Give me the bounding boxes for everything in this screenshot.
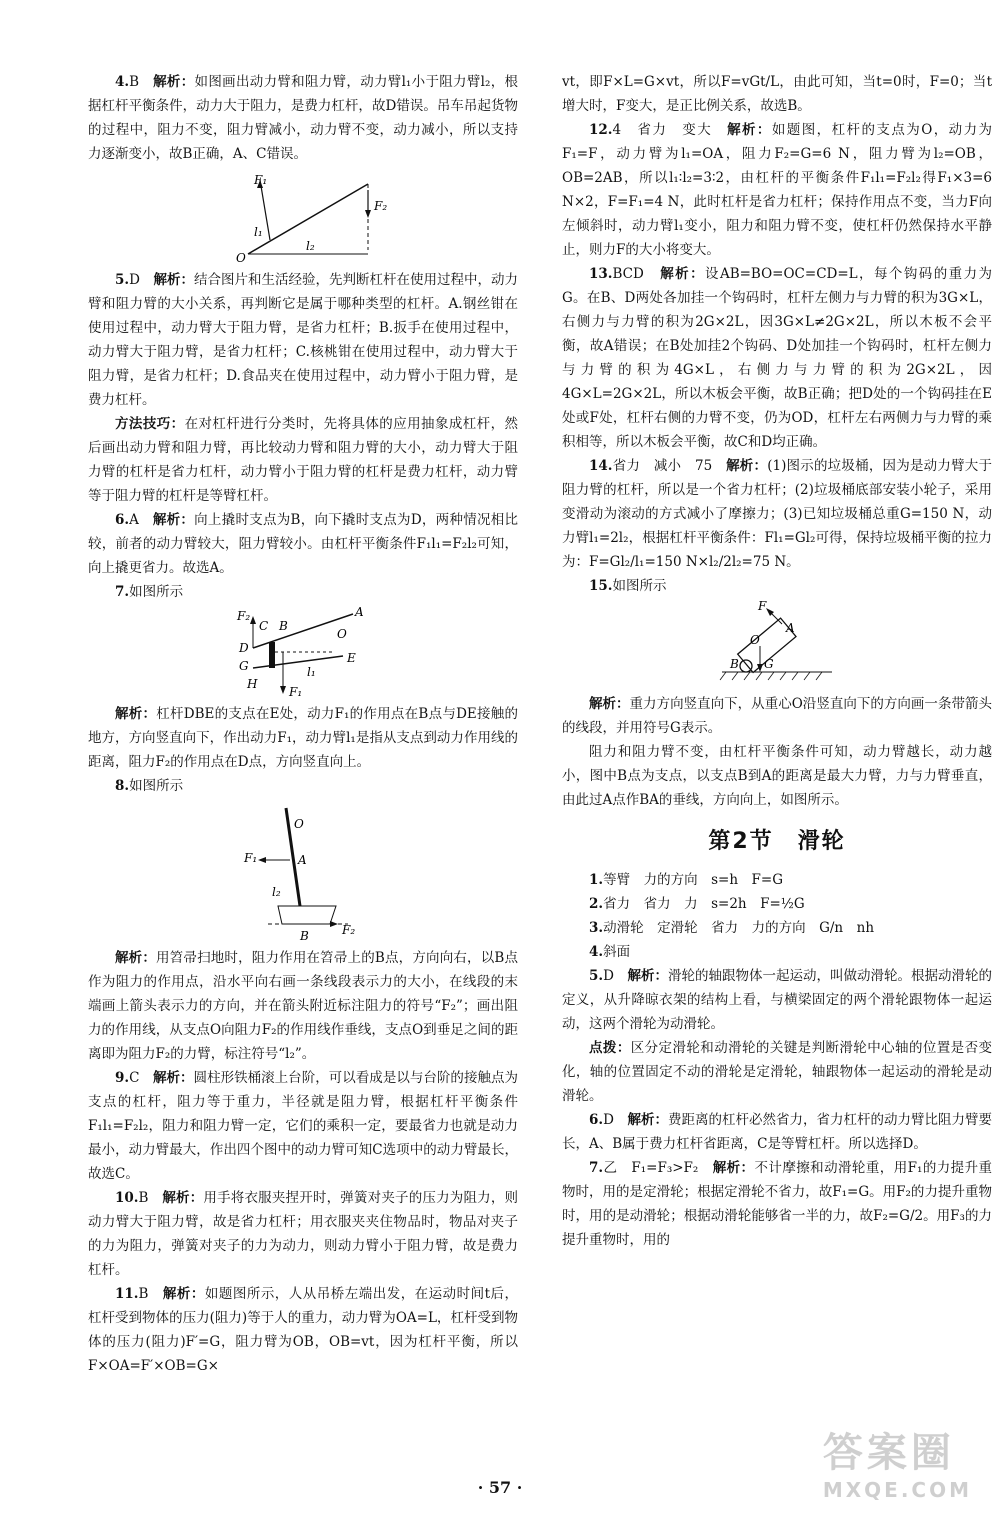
analysis-15: 解析：重力方向竖直向下，从重心O沿竖直向下的方向画一条带箭头的线段，并用符号G表示。	[562, 696, 992, 736]
section-answer-5: 5.D 解析：滑轮的轴跟物体一起运动，叫做动滑轮。根据动滑轮的定义，从升降晾衣架的结构上看，与横梁固定的两个滑轮跟物体一起运动，这两个滑轮为动滑轮。	[562, 968, 993, 1032]
fig7-A: A	[355, 605, 364, 619]
fig8-A: A	[298, 853, 307, 867]
fig4-label-l1: l₁	[254, 225, 263, 239]
fig7-E: E	[347, 651, 356, 665]
fig7-C: C	[259, 619, 269, 633]
watermark-text: 答案圈	[822, 1430, 955, 1476]
fig8-F2: F₂	[342, 923, 356, 937]
answer-13: 13.BCD 解析：设AB=BO=OC=CD=L，每个钩码的重力为G。在B、D两处各加挂一个钩码时，杠杆左侧力与力臂的积为3G×L，右侧力与力臂的积为2G×2L，因3G×L≠2G×2L，所以木板不会平衡，故A错误；在B处加挂2个钩码、D处加挂一个钩码时，杠杆左侧力与力臂的积为4G×L，右侧力与力臂的积为2G×2L，因4G×L=2G×2L，所以木板会平衡，故B正确；把D处的一个钩码挂在E处或F处，杠杆右侧的力臂不变，仍为OD，杠杆左右两侧力与力臂的乘积相等，所以木板会平衡，故C和D均正确。	[562, 266, 993, 450]
section-answer-3: 3.动滑轮 定滑轮 省力 力的方向 G/n nh	[589, 920, 875, 936]
section-tip: 点拨：区分定滑轮和动滑轮的关键是判断滑轮中心轴的位置是否变化，轴的位置固定不动的滑轮是定滑轮，轴跟物体一起运动的滑轮是动滑轮。	[562, 1040, 993, 1104]
fig7-F2: F₂	[237, 609, 251, 623]
fig15-G: G	[764, 657, 774, 671]
fig15-O: O	[750, 633, 760, 647]
answer-7: 7.如图所示	[115, 584, 184, 600]
fig7-l1: l₁	[307, 665, 316, 679]
fig15-B: B	[730, 657, 739, 671]
watermark-logo	[823, 1421, 972, 1502]
section-title: 第2节 滑轮	[708, 829, 846, 854]
fig8-O: O	[294, 817, 304, 831]
answer-11: 11.B 解析：如题图所示，人从吊桥左端出发，在运动时间t后，杠杆受到物体的压力(阻力)等于人的重力，动力臂为OA=L，杠杆受到物体的压力(阻力)F′=G，阻力臂为OB，OB=vt，因为杠杆平衡，所以F×OA=F′×OB=G×	[88, 1286, 519, 1374]
section-answer-6: 6.D 解析：费距离的杠杆必然省力，省力杠杆的动力臂比阻力臂要长，A、B属于费力杠杆省距离，C是等臂杠杆。所以选择D。	[562, 1112, 993, 1152]
fig15-F: F	[758, 599, 767, 613]
fig7-O: O	[337, 627, 347, 641]
right-column	[562, 70, 992, 1252]
analysis-8: 解析：用笤帚扫地时，阻力作用在笤帚上的B点，方向向右，以B点作为阻力的作用点，沿水平向右画一条线段表示力的大小，在线段的末端画上箭头表示力的方向，并在箭头附近标注阻力的符号“F₂”；画出阻力的作用线，从支点O向阻力F₂的作用线作垂线，支点O到垂足之间的距离即为阻力F₂的力臂，标注符号“l₂”。	[88, 950, 519, 1062]
section-answer-7: 7.乙 F₁=F₃>F₂ 解析：不计摩擦和动滑轮重，用F₁的力提升重物时，用的是定滑轮；根据定滑轮不省力，故F₁=G。用F₂的力提升重物时，用的是动滑轮；根据动滑轮能够省一半的力，故F₂=G/2。用F₃的力提升重物时，用的	[562, 1160, 993, 1248]
figure-8-broom	[238, 802, 368, 942]
fig4-label-F1: F₁	[254, 173, 268, 187]
fig7-G: G	[239, 659, 249, 673]
fig4-label-l2: l₂	[306, 239, 315, 253]
fig4-label-O: O	[236, 251, 246, 265]
figure-15-trash-can	[712, 599, 842, 688]
fig7-D: D	[239, 641, 249, 655]
fig8-l2: l₂	[272, 885, 281, 899]
figure-4-crane-lever	[228, 170, 388, 265]
analysis-7: 解析：杠杆DBE的支点在E处，动力F₁的作用点在B点与DE接触的地方，方向竖直向下，作出动力F₁，动力臂l₁是指从支点到动力作用线的距离，阻力F₂的作用点在D点，方向竖直向上。	[88, 706, 518, 770]
fig8-F1: F₁	[244, 851, 258, 865]
page-number: · 57 ·	[477, 1478, 523, 1497]
fig4-label-F2: F₂	[374, 199, 388, 213]
answer-11-continued: vt，即F×L=G×vt，所以F=vGt/L，由此可知，当t=0时，F=0；当t增大时，F变大，是正比例关系，故选B。	[562, 74, 992, 114]
answer-8: 8.如图所示	[115, 778, 184, 794]
answer-6: 6.A 解析：向上撬时支点为B，向下撬时支点为D，两种情况相比较，前者的动力臂较大，阻力臂较小。由杠杆平衡条件F₁l₁=F₂l₂可知，向上撬更省力。故选A。	[88, 512, 518, 576]
method-tip: 方法技巧：在对杠杆进行分类时，先将具体的应用抽象成杠杆，然后画出动力臂和阻力臂，再比较动力臂和阻力臂的大小，动力臂大于阻力臂的杠杆是省力杠杆，动力臂小于阻力臂的杠杆是费力杠杆，动力臂等于阻力臂的杠杆是等臂杠杆。	[88, 416, 519, 504]
analysis-15-cont: 阻力和阻力臂不变，由杠杆平衡条件可知，动力臂越长，动力越小，图中B点为支点，以支点B到A的距离是最大力臂，力与力臂垂直，由此过A点作BA的垂线，方向向上，如图所示。	[562, 744, 992, 808]
fig7-B: B	[279, 619, 288, 633]
section-answer-2: 2.省力 省力 力 s=2h F=½G	[589, 896, 805, 912]
answer-10: 10.B 解析：用手将衣服夹捏开时，弹簧对夹子的压力为阻力，则动力臂大于阻力臂，故是省力杠杆；用衣服夹夹住物品时，物品对夹子的力为阻力，弹簧对夹子的力为动力，则动力臂小于阻力臂，故是费力杠杆。	[88, 1190, 519, 1278]
answer-14: 14.省力 减小 75 解析：(1)图示的垃圾桶，因为是动力臂大于阻力臂的杠杆，所以是一个省力杠杆；(2)垃圾桶底部安装小轮子，采用变滑动为滚动的方式减小了摩擦力；(3)已知垃圾桶总重G=150 N，动力臂l₁=2l₂，根据杠杆平衡条件：Fl₁=Gl₂可得，保持垃圾桶平衡的拉力为：F=Gl₂/l₁=150 N×l₂/2l₂=75 N。	[562, 458, 993, 570]
answer-9: 9.C 解析：圆柱形铁桶滚上台阶，可以看成是以与台阶的接触点为支点的杠杆，阻力等于重力，半径就是阻力臂，根据杠杆平衡条件F₁l₁=F₂l₂，阻力和阻力臂一定，它们的乘积一定，要最省力也就是动力最小，动力臂最大，作出四个图中的动力臂可知C选项中的动力臂最长，故选C。	[88, 1070, 519, 1182]
watermark-url: MXQE.COM	[822, 1478, 972, 1502]
answer-5: 5.D 解析：结合图片和生活经验，先判断杠杆在使用过程中，动力臂和阻力臂的大小关系，再判断它是属于哪种类型的杠杆。A.钢丝钳在使用过程中，动力臂大于阻力臂，是省力杠杆；B.扳手在使用过程中，动力臂大于阻力臂，是省力杠杆；C.核桃钳在使用过程中，动力臂大于阻力臂，是省力杠杆；D.食品夹在使用过程中，动力臂小于阻力臂，是费力杠杆。	[88, 272, 519, 408]
answer-15: 15.如图所示	[589, 578, 667, 594]
figure-7-clip	[233, 605, 373, 699]
section-answer-4: 4.斜面	[589, 944, 631, 960]
fig15-A: A	[786, 621, 795, 635]
answer-4: 4.B 解析：如图画出动力臂和阻力臂，动力臂l₁小于阻力臂l₂，根据杠杆平衡条件，动力大于阻力，是费力杠杆，故D错误。吊车吊起货物的过程中，阻力不变，阻力臂减小，动力臂不变，动力减小，所以支持力逐渐变小，故B正确，A、C错误。	[88, 74, 519, 162]
fig7-F1: F₁	[289, 685, 303, 699]
left-column	[88, 70, 518, 1378]
fig7-H: H	[247, 677, 258, 691]
fig8-B: B	[300, 929, 309, 943]
section-answer-1: 1.等臂 力的方向 s=h F=G	[589, 872, 783, 888]
answer-12: 12.4 省力 变大 解析：如题图，杠杆的支点为O，动力为F₁=F，动力臂为l₁=OA，阻力F₂=G=6 N，阻力臂为l₂=OB，OB=2AB，所以l₁∶l₂=3∶2，由杠杆的平衡条件F₁l₁=F₂l₂得F₁×3=6 N×2，F=F₁=4 N，此时杠杆是省力杠杆；保持作用点不变，当力F向左倾斜时，动力臂l₁变小，阻力和阻力臂不变，使杠杆仍然保持水平静止，则力F的大小将变大。	[562, 122, 993, 258]
